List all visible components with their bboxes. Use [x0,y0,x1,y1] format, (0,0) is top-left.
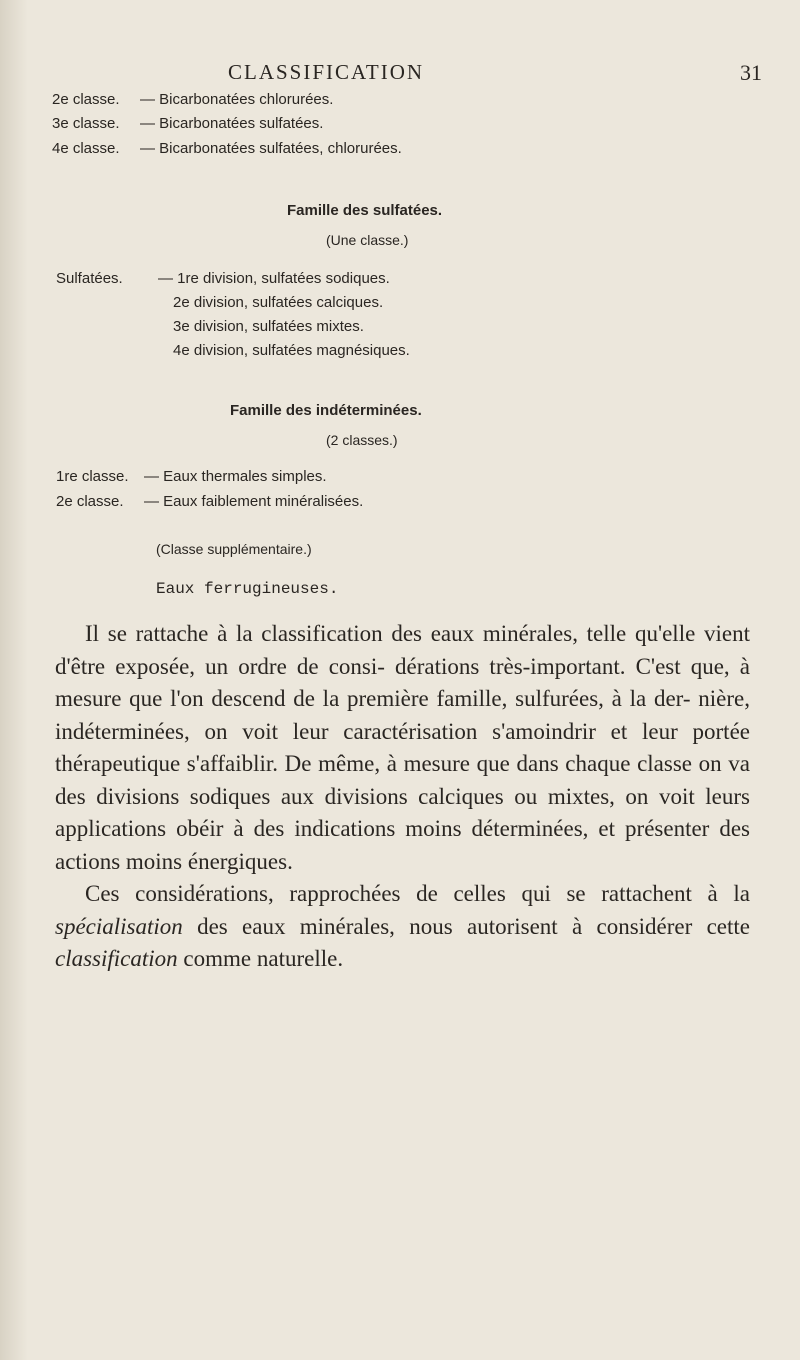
class-label: 4e classe. [52,140,120,157]
page-gutter-shadow [0,0,28,1360]
division-4: 4e division, sulfatées magnésiques. [173,342,410,359]
division-3: 3e division, sulfatées mixtes. [173,318,364,335]
paragraph-2-part-b: des eaux minérales, nous autorisent à considérer cette [182,913,750,939]
class-text: — Bicarbonatées sulfatées. [140,115,324,132]
class-label: 2e classe. [52,91,120,108]
class-text: — Eaux faiblement minéralisées. [144,493,364,510]
sulfatees-label: Sulfatées. [56,270,123,287]
class-label: 3e classe. [52,115,120,132]
indeterminee-class-1 [56,468,327,485]
running-header-title: CLASSIFICATION [228,60,425,84]
emphasis-specialisation: spécialisation [55,913,183,939]
class-text: — Bicarbonatées sulfatées, chlorurées. [140,140,402,157]
emphasis-classification: classification [55,946,178,971]
class-label: 1re classe. [56,468,129,485]
paragraph-2-part-c: comme naturelle. [177,946,344,971]
class-label: 2e classe. [56,493,124,510]
paragraph-2 [55,878,750,976]
indeterminee-class-2 [56,493,363,510]
division-1: — 1re division, sulfatées sodiques. [158,270,390,287]
paragraph-2-part-a: Ces considérations, rapprochées de celles qui se rattachent à la [85,881,750,906]
class-text: — Eaux thermales simples. [144,468,327,485]
family-subheading-sulfatees: (Une classe.) [326,232,409,248]
body-text [55,618,750,976]
family-heading-indeterminees: Famille des indéterminées. [230,402,422,419]
page-number: 31 [740,60,762,85]
division-2: 2e division, sulfatées calciques. [173,294,384,311]
paragraph-1: Il se rattache à la classification des eaux minérales, telle qu'elle vient d'être exposée, un ordre de consi- dérations très-important. C'est que, à mesure que l'on descend de la première famille, sulfurées, à la der- nière, indéterminées, on voit leur caractérisation s'amoindrir et leur portée thérapeutique s'affaiblir. De même, à mesure que dans chaque classe on va des divisions sodiques aux divisions calciques ou mixtes, on voit leurs applications obéir à des indications moins déterminées, et présenter des actions moins énergiques. [55,621,750,874]
class-row-4 [52,140,402,157]
family-subheading-indeterminees: (2 classes.) [326,432,398,448]
class-row-2 [52,91,333,108]
class-row-3 [52,115,323,132]
class-text: — Bicarbonatées chlorurées. [140,91,334,108]
supplementary-subheading: (Classe supplémentaire.) [156,541,312,557]
family-heading-sulfatees: Famille des sulfatées. [287,202,443,219]
supplementary-text: Eaux ferrugineuses. [156,580,339,598]
